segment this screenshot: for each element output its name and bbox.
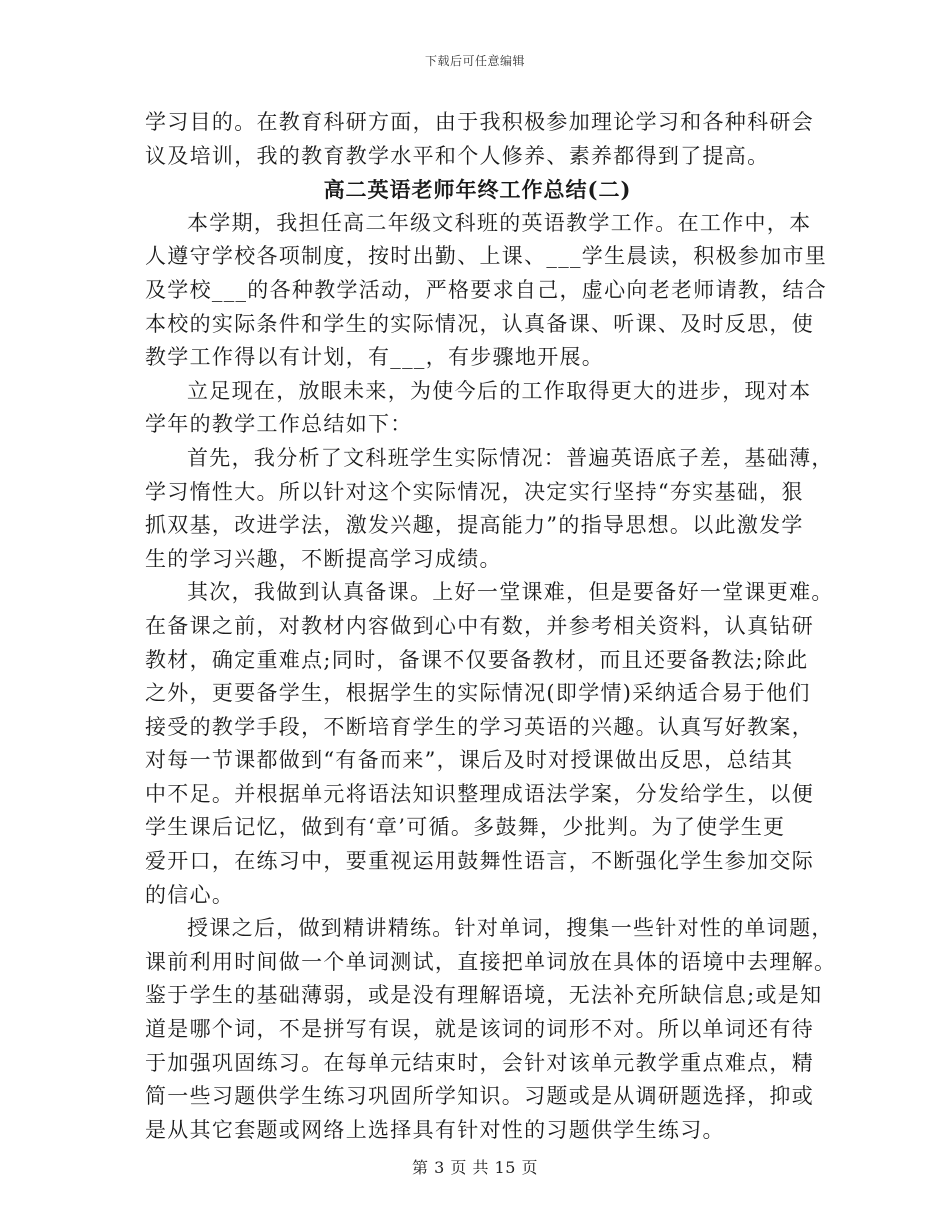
text-line: 爱开口，在练习中，要重视运用鼓舞性语言，不断强化学生参加交际 <box>145 849 814 874</box>
header-note: 下载后可任意编辑 <box>424 54 525 68</box>
text-line: 学习惰性大。所以针对这个实际情况，决定实行坚持“夯实基础，狠 <box>145 479 804 504</box>
text-line: 学习目的。在教育科研方面，由于我积极参加理论学习和各种科研会 <box>145 110 814 134</box>
text-line: 接受的教学手段，不断培育学生的学习英语的兴趣。认真写好教案， <box>145 714 814 739</box>
text-line: 简一些习题供学生练习巩固所学知识。习题或是从调研题选择，抑或 <box>145 1084 814 1109</box>
paragraph-first-line: 授课之后，做到精讲精练。针对单词，搜集一些针对性的单词题， <box>187 916 834 941</box>
page-number-footer: 第 3 页 共 15 页 <box>412 1158 538 1177</box>
text-line: 是从其它套题或网络上选择具有针对性的习题供学生练习。 <box>145 1117 725 1142</box>
text-line: 及学校___的各种教学活动，严格要求自己，虚心向老老师请教，结合 <box>145 277 828 302</box>
paragraph-first-line: 本学期，我担任高二年级文科班的英语教学工作。在工作中，本 <box>187 210 812 235</box>
text-line: 的信心。 <box>145 882 235 907</box>
paragraph-first-line: 其次，我做到认真备课。上好一堂课难，但是要备好一堂课更难。 <box>187 580 834 605</box>
text-line: 抓双基，改进学法，激发兴趣，提高能力”的指导思想。以此激发学 <box>145 513 804 538</box>
text-line: 学生课后记忆，做到有‘章’可循。多鼓舞，少批判。为了使学生更 <box>145 815 786 840</box>
paragraph-first-line: 立足现在，放眼未来，为使今后的工作取得更大的进步，现对本 <box>187 378 812 403</box>
text-line: 本校的实际条件和学生的实际情况，认真备课、听课、及时反思，使 <box>145 311 814 336</box>
text-line: 教学工作得以有计划，有___，有步骤地开展。 <box>145 345 605 370</box>
text-line: 教材，确定重难点;同时，备课不仅要备教材，而且还要备教法;除此 <box>145 647 809 672</box>
text-line: 对每一节课都做到“有备而来”，课后及时对授课做出反思，总结其 <box>145 748 794 773</box>
text-line: 鉴于学生的基础薄弱，或是没有理解语境，无法补充所缺信息;或是知 <box>145 983 823 1008</box>
text-line: 议及培训，我的教育教学水平和个人修养、素养都得到了提高。 <box>145 143 770 168</box>
text-line: 中不足。并根据单元将语法知识整理成语法学案，分发给学生，以便 <box>145 781 814 806</box>
text-line: 生的学习兴趣，不断提高学习成绩。 <box>145 546 502 571</box>
text-line: 课前利用时间做一个单词测试，直接把单词放在具体的语境中去理解。 <box>145 949 837 974</box>
section-title: 高二英语老师年终工作总结(二) <box>323 177 632 203</box>
document-body <box>145 106 837 1147</box>
text-line: 道是哪个词，不是拼写有误，就是该词的词形不对。所以单词还有待 <box>145 1017 814 1042</box>
text-line: 学年的教学工作总结如下： <box>145 412 413 437</box>
text-line: 在备课之前，对教材内容做到心中有数，并参考相关资料，认真钻研 <box>145 613 814 638</box>
text-line: 之外，更要备学生，根据学生的实际情况(即学情)采纳适合易于他们 <box>145 681 811 706</box>
text-line: 人遵守学校各项制度，按时出勤、上课、___学生晨读，积极参加市里 <box>145 244 828 269</box>
paragraph-first-line: 首先，我分析了文科班学生实际情况：普遍英语底子差，基础薄， <box>187 445 834 470</box>
text-line: 于加强巩固练习。在每单元结束时，会针对该单元教学重点难点，精 <box>145 1050 814 1075</box>
